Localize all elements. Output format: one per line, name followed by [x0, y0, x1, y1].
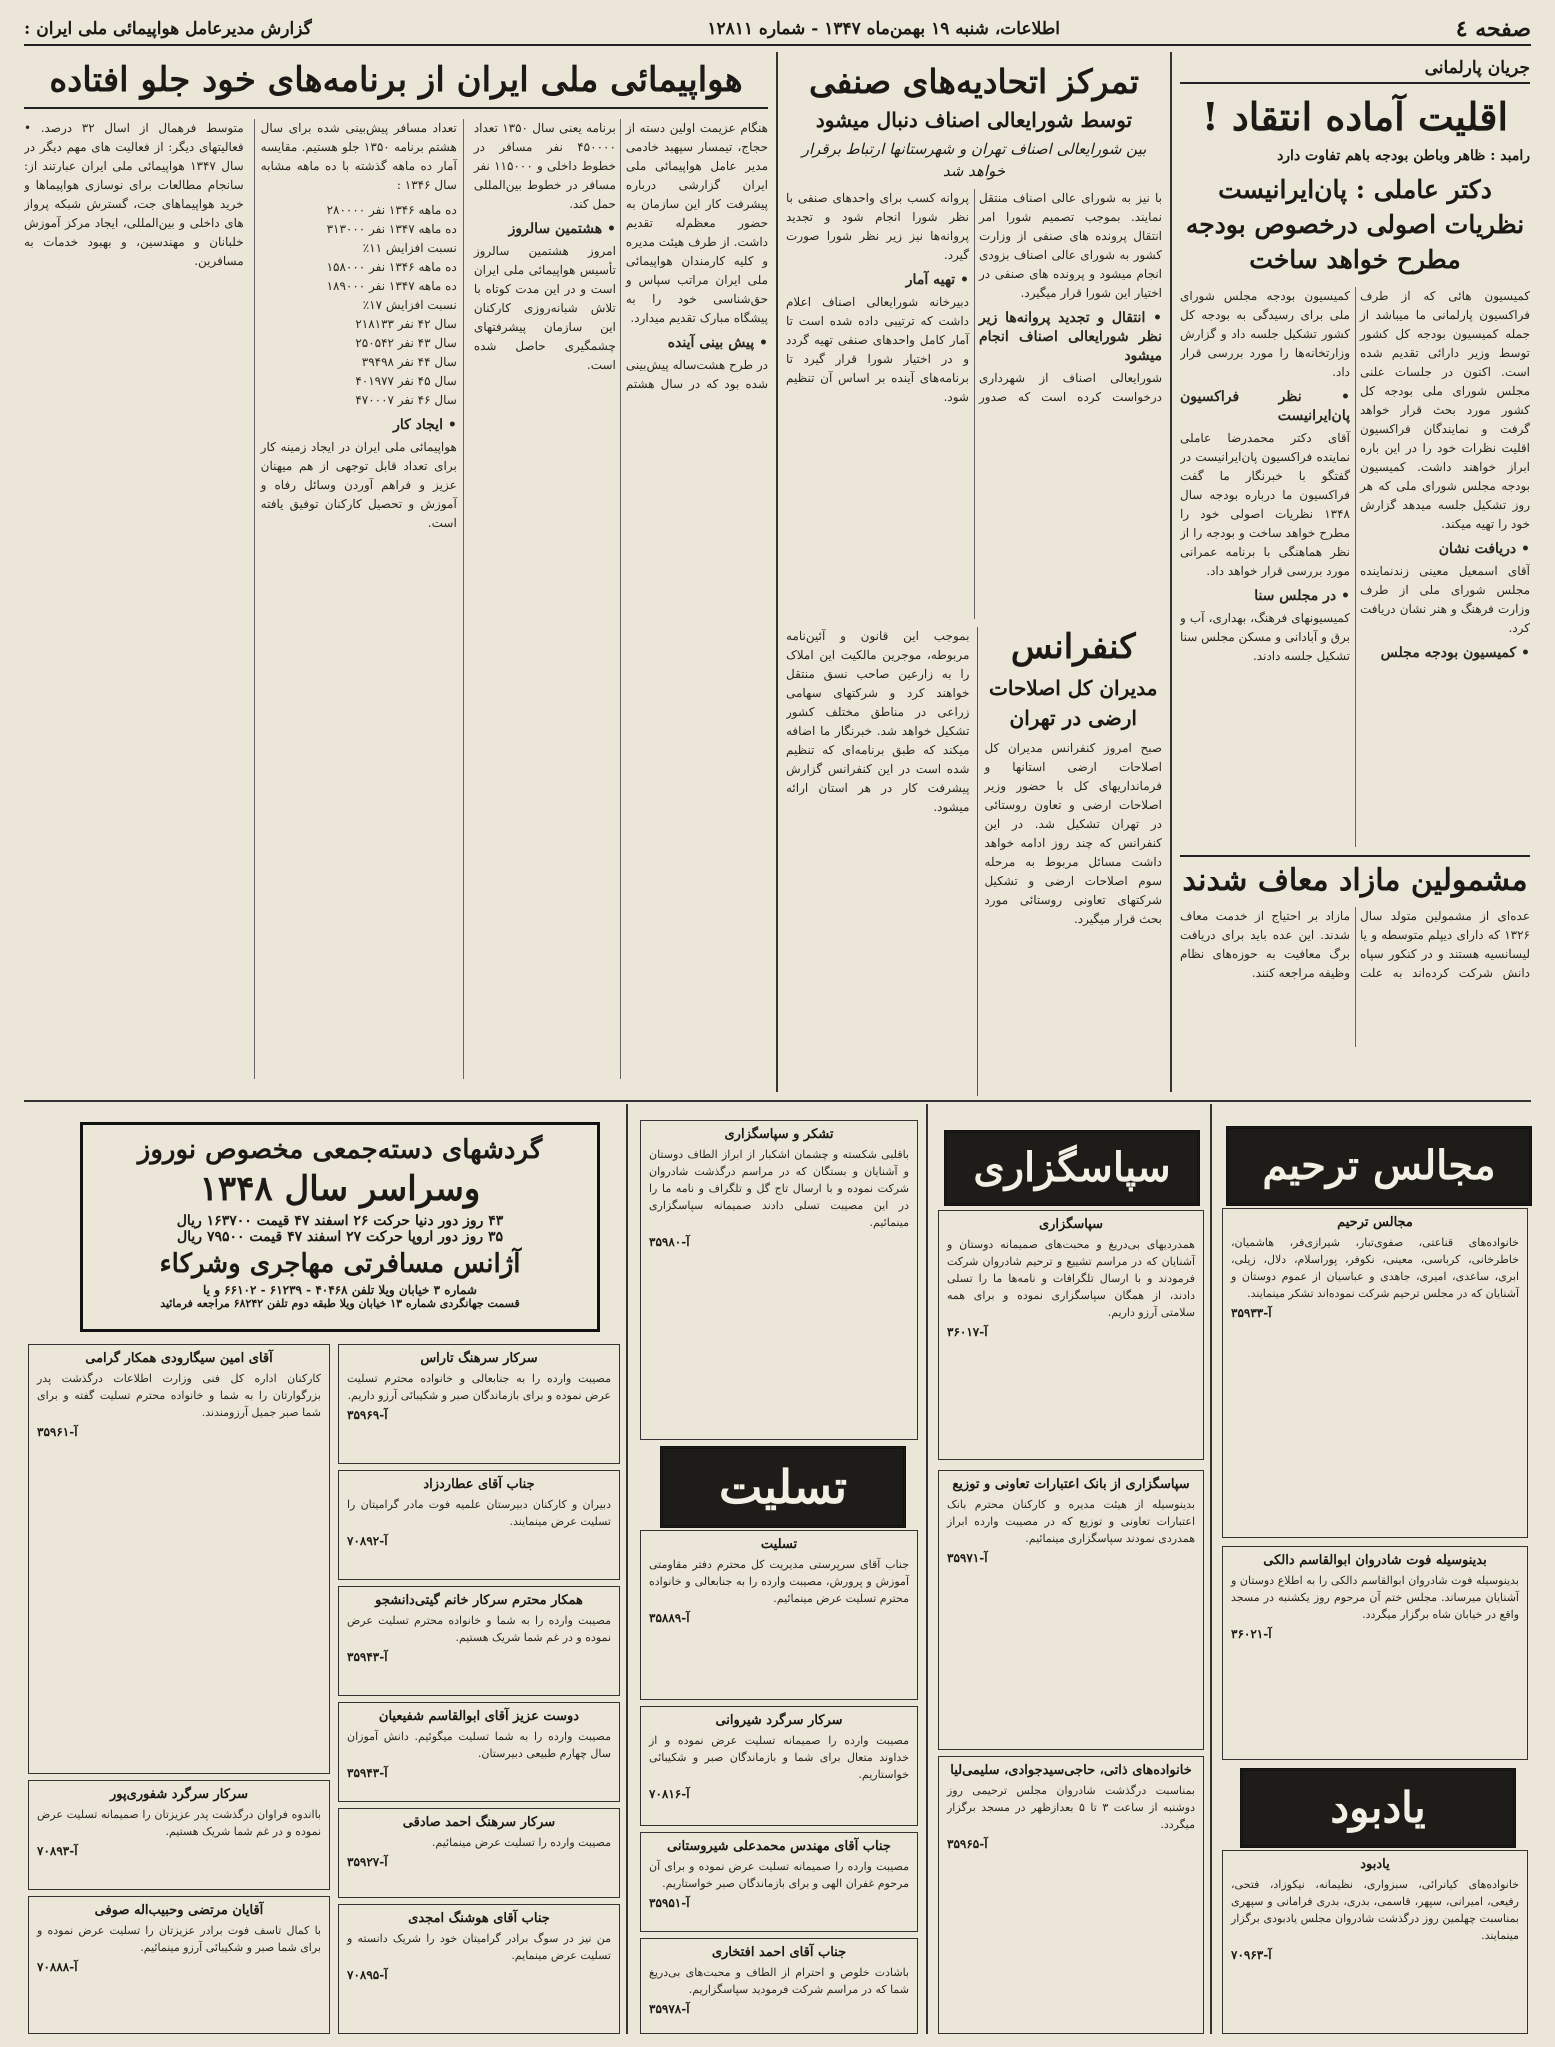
tour-ad-row: ۳۵ روز دور اروپا حرکت ۲۷ اسفند ۴۷ قیمت ۷۹۵۰۰ ریال — [176, 1229, 504, 1245]
draft-headline: مشمولین مازاد معاف شدند — [1182, 862, 1528, 898]
article-paragraph: هنگام عزیمت اولین دسته از حجاج، تیمسار سپهبد خادمی مدیر عامل هواپیمائی ملی ایران گزارشی درباره پیشرفت کار این سازمان به حضور معظم‌له تقدیم داشت. از طرف هیئت مدیره و کلیه کارمندان هواپیمائی ملی ایران مراتب سپاس و حق‌شناسی خود را به پیشگاه مبارک تقدیم میدارد. — [625, 120, 768, 325]
notice-box — [1222, 1546, 1528, 1760]
notice-text: بدینوسیله فوت شادروان ابوالقاسم دالکی را به اطلاع دوستان و آشنایان میرساند. مجلس ختم آن مرحوم روز یکشنبه در مسجد واقع در خیابان شاه برگزار میگردد. — [1231, 1574, 1519, 1621]
column-rule — [776, 52, 778, 1092]
notice-text: من نیز در سوگ برادر گرامیتان خود را شریک دانسته و تسلیت عرض مینمایم. — [347, 1932, 611, 1962]
airline-body-continued — [24, 119, 244, 1079]
column-rule — [1170, 52, 1172, 1092]
airline-column — [24, 56, 768, 1096]
notice-code: آ-۳۵۹۸۰ — [649, 1235, 690, 1249]
notice-title: مجالس ترحیم — [1337, 1215, 1413, 1230]
unions-subdeck: بین شورایعالی اصناف تهران و شهرستانها ارتباط برقرار خواهد شد — [801, 139, 1147, 181]
stat-line: سال ۴۲ نفر ۲۱۸۱۳۳ — [355, 316, 457, 331]
notice-text: بمناسبت درگذشت شادروان مجلس ترحیمی روز دوشنبه از ساعت ۳ تا ۵ بعدازظهر در مسجد برگزار میگردد. — [947, 1784, 1195, 1831]
airline-stats — [254, 119, 464, 1079]
notice-box — [640, 1120, 918, 1440]
subsection-label: • دریافت نشان — [1438, 540, 1530, 557]
notice-text: بدینوسیله از هیئت مدیره و کارکنان محترم بانک اعتبارات تعاونی و توزیع که در مصیبت وارده ابراز همدردی نمودند سپاسگزاری مینمائیم. — [947, 1498, 1195, 1545]
tour-ad-subtitle: وسراسر سال ۱۳۴۸ — [199, 1169, 481, 1209]
article-paragraph: بموجب این قانون و آئین‌نامه مربوطه، موجرین مالکیت این املاک را به زارعین صاحب نسق منتقل خواهند کرد و شرکتهای سهامی زراعی در مناطق مختلف کشور تشکیل خواهد شد. خبرنگار ما اضافه میکند که طبق برنامه‌ای که تنظیم شده است در این کنفرانس گزارش پیشرفت کار در هر استان ارائه میشود. — [786, 628, 970, 814]
notice-code: آ-۳۵۹۲۷ — [347, 1855, 388, 1869]
subsection-label: • تهیه آمار — [905, 271, 969, 288]
notice-title: سرکار سرهنگ تاراس — [420, 1351, 538, 1366]
notice-box — [338, 1586, 620, 1696]
thanks-banner: سپاسگزاری — [944, 1130, 1200, 1206]
notice-box — [640, 1530, 918, 1700]
notice-code: آ-۳۵۹۳۳ — [1231, 1306, 1272, 1320]
article-paragraph: دبیرخانه شورایعالی اصناف اعلام داشت که ترتیبی داده شده است تا آمار کامل واحدهای صنفی تهیه گردد و در اختیار شورا قرار گیرد تا برنامه‌های آینده بر اساس آن تنظیم شود. — [786, 294, 969, 404]
notice-box — [640, 1938, 918, 2034]
article-paragraph: در طرح هشت‌ساله پیش‌بینی شده بود که در سال هشتم برنامه یعنی سال ۱۳۵۰ تعداد ۴۵۰۰۰۰ نفر مسافر در خطوط داخلی و ۱۱۵۰۰۰ نفر مسافر در خطوط بین‌المللی حمل کند. — [473, 120, 768, 391]
unions-deck: توسط شورایعالی اصناف دنبال میشود — [815, 107, 1133, 132]
notice-box — [938, 1210, 1204, 1460]
condolence-banner: تسلیت — [660, 1446, 906, 1528]
parliament-headline: اقلیت آماده انتقاد ! — [1201, 94, 1509, 139]
notice-code: آ-۳۵۹۴۳ — [347, 1650, 388, 1664]
notice-title: سپاسگزاری از بانک اعتبارات تعاونی و توزیع — [952, 1477, 1190, 1492]
subsection-label: • در مجلس سنا — [1254, 587, 1350, 604]
notice-title: جناب آقای هوشنگ امجدی — [408, 1911, 550, 1926]
notice-title: یادبود — [1360, 1857, 1390, 1872]
column-rule — [926, 1104, 928, 2034]
notice-code: آ-۳۵۹۷۸ — [649, 2002, 690, 2016]
notice-box — [28, 1896, 330, 2034]
dateline: اطلاعات، شنبه ۱۹ بهمن‌ماه ۱۳۴۷ - شماره ۱۲۸۱۱ — [707, 19, 1061, 39]
unions-body-continued — [786, 627, 969, 1096]
notice-title: سرکار سرهنگ احمد صادقی — [402, 1815, 556, 1830]
notice-title: تسلیت — [760, 1537, 798, 1552]
article-paragraph: با نیز به شورای عالی اصناف منتقل نمایند. بموجب تصمیم شورا امر انتقال پرونده های صنفی از وزارت کشور به شورای عالی اصناف بزودی انجام میشود و پرونده های صنفی در اختیار این شورا قرار میگیرد. — [979, 190, 1162, 300]
unions-column — [786, 56, 1162, 1096]
notice-title: دوست عزیز آقای ابوالقاسم شفیعیان — [378, 1709, 580, 1724]
subsection-label: • هشتمین سالروز — [508, 220, 616, 237]
unions-body — [786, 189, 1162, 619]
notice-text: مصیبت وارده را به جنابعالی و خانواده محترم تسلیت عرض نموده و برای بازماندگان صبر و شکیبائی آرزو داریم. — [347, 1372, 611, 1402]
article-paragraph: آقای دکتر محمدرضا عاملی نماینده فراکسیون پان‌ایرانیست در گفتگو با خبرنگار ما گفت فراکسیون ما درباره بودجه سال ۱۳۴۸ نظریات اصولی خود را مطرح خواهد ساخت و بودجه را از نظر هماهنگی با برنامه عمرانی مورد بررسی قرار خواهد داد. — [1180, 430, 1350, 578]
notice-title: آقایان مرتضی وحبیب‌اله صوفی — [94, 1903, 264, 1918]
notice-title: همکار محترم سرکار خانم گیتی‌دانشجو — [375, 1593, 583, 1608]
notice-box — [28, 1344, 330, 1774]
stat-line: سال ۴۳ نفر ۲۵۰۵۴۲ — [355, 335, 457, 350]
notice-title: سپاسگزاری — [1038, 1217, 1104, 1232]
subsection-label: • ایجاد کار — [393, 416, 457, 433]
stat-line: سال ۴۵ نفر ۴۰۱۹۷۷ — [355, 373, 457, 388]
notice-box — [1222, 1850, 1528, 2034]
notice-text: خانواده‌های کیانرائی، سبزواری، نظیمانه، نیکوزاد، فتحی، رفیعی، امیرانی، سپهر، قاسمی، بدری، بدری فرامانی و سپهری بمناسبت چهلمین روز درگذشت شادروان مجلس یادبودی برگزار مینمایند. — [1231, 1878, 1519, 1942]
column-rule — [626, 1104, 628, 2034]
notice-text: با کمال تاسف فوت برادر عزیزتان را تسلیت عرض نموده و برای شما صبر و شکیبائی آرزو مینمائیم. — [37, 1924, 321, 1954]
subsection-label: • انتقال و تجدید پروانه‌ها زیر نظر شورایعالی اصناف انجام میشود — [979, 309, 1162, 364]
notice-title: خانواده‌های ذاتی، حاجی‌سیدجوادی، سلیمی‌لیا — [950, 1763, 1192, 1778]
notice-title: جناب آقای احمد افتخاری — [711, 1945, 847, 1960]
tour-advertisement — [80, 1122, 600, 1332]
tour-ad-row: ۴۳ روز دور دنیا حرکت ۲۶ اسفند ۴۷ قیمت ۱۶۳۷۰۰ ریال — [176, 1213, 504, 1229]
subsection-label: • نظر فراکسیون پان‌ایرانیست — [1180, 388, 1350, 424]
notice-code: آ-۳۵۸۸۹ — [649, 1611, 690, 1625]
mourning-banner: مجالس ترحیم — [1226, 1126, 1532, 1206]
notice-text: مصیبت وارده را صمیمانه تسلیت عرض نموده و از خداوند متعال برای شما و بازماندگان صبر و شکیبائی خواستاریم. — [649, 1734, 909, 1781]
notice-box — [338, 1702, 620, 1802]
masthead — [24, 14, 1531, 46]
section-label: جریان پارلمانی — [1180, 58, 1530, 84]
tour-agency-name: آژانس مسافرتی مهاجری وشرکاء — [159, 1249, 521, 1279]
notice-title: جناب آقای عطاردزاد — [423, 1477, 535, 1492]
draft-body — [1180, 907, 1530, 1047]
notice-text: کارکنان اداره کل فنی وزارت اطلاعات درگذشت پدر بزرگوارتان را به شما و خانواده محترم تسلیت گفته و برای شما صبر جمیل آرزومندند. — [37, 1372, 321, 1419]
article-paragraph: کمیسیونهای فرهنگ، بهداری، آب و برق و آبادانی و مسکن مجلس سنا تشکیل جلسه دادند. — [1180, 610, 1350, 663]
stat-line: سال ۴۴ نفر ۳۹۴۹۸ — [361, 354, 457, 369]
article-paragraph: عده‌ای از مشمولین متولد سال ۱۳۲۶ که دارای دیپلم متوسطه و یا لیسانسیه هستند و در کنکور سپاه دانش شرکت کرده‌اند به علت مازاد بر احتیاج از خدمت معاف شدند. این عده باید برای دریافت برگ معافیت به حوزه‌های نظام وظیفه مراجعه کنند. — [1180, 908, 1530, 980]
subsection-label: • کمیسیون بودجه مجلس — [1380, 644, 1530, 661]
article-paragraph: امروز هشتمین سالروز تأسیس هواپیمائی ملی ایران است و در این مدت کوتاه با تلاش شبانه‌روزی کارکنان این سازمان پیشرفتهای چشمگیری حاصل شده است. — [473, 243, 616, 372]
notice-box — [640, 1832, 918, 1932]
notice-code: آ-۳۵۹۷۱ — [947, 1551, 988, 1565]
notice-text: همدردیهای بی‌دریغ و محبت‌های صمیمانه دوستان و آشنایان که در مراسم تشییع و ترحیم شادروان شرکت فرمودند و با ارسال تلگرافات و نامه‌ها ما را تسلی دادند، از همگان سپاسگزاری نموده و برای همه سلامتی آرزو داریم. — [947, 1238, 1195, 1319]
notice-code: آ-۷۰۹۶۳ — [1231, 1948, 1272, 1962]
conference-body — [984, 739, 1162, 1069]
notice-code: آ-۷۰۸۹۳ — [37, 1844, 78, 1858]
notice-text: مصیبت وارده را به شما تسلیت میگوئیم. دانش آموزان سال چهارم طبیعی دبیرستان. — [347, 1730, 611, 1760]
notice-code: آ-۷۰۸۸۸ — [37, 1960, 78, 1974]
stat-line: ده ماهه ۱۳۴۶ نفر ۱۵۸۰۰۰ — [326, 259, 457, 274]
article-paragraph: کمیسیون هائی که از طرف فراکسیون پارلمانی ما میباشد از جمله کمیسیون بودجه کل کشور توسط وزیر دارائی تقدیم شده است. اکنون در جلسات علنی مجلس شورای ملی بودجه کل کشور مورد بحث قرار خواهد گرفت و نمایندگان فراکسیون اقلیت نظرات خود را در این باره ابراز خواهند داشت. کمیسیون بودجه مجلس شورای ملی که هر روز تشکیل جلسه میدهد گزارش خود را تهیه میکند. — [1360, 288, 1530, 531]
section-divider — [24, 1100, 1531, 1102]
stat-line: نسبت افزایش ۱۷٪ — [362, 297, 457, 312]
stat-line: ده ماهه ۱۳۴۷ نفر ۱۸۹۰۰۰ — [326, 278, 457, 293]
notice-text: مصیبت وارده را به شما و خانواده محترم تسلیت عرض نموده و در غم شما شریک هستیم. — [347, 1614, 611, 1644]
notice-code: آ-۳۵۹۶۵ — [947, 1837, 988, 1851]
notice-text: مصیبت وارده را صمیمانه تسلیت عرض نموده و برای آن مرحوم غفران الهی و برای بازماندگان صبر خواستاریم. — [649, 1860, 909, 1890]
stat-line: ده ماهه ۱۳۴۶ نفر ۲۸۰۰۰۰ — [326, 202, 457, 217]
notice-code: آ-۷۰۸۹۵ — [347, 1968, 388, 1982]
notice-box — [338, 1470, 620, 1580]
stat-line: ده ماهه ۱۳۴۷ نفر ۳۱۳۰۰۰ — [326, 221, 457, 236]
notice-code: آ-۳۵۹۵۱ — [649, 1896, 690, 1910]
article-paragraph: آقای اسمعیل معینی زندنماینده مجلس شورای ملی از طرف وزارت فرهنگ و هنر نشان دریافت کرد. — [1360, 563, 1530, 635]
notice-title: جناب آقای مهندس محمدعلی شیروستانی — [667, 1839, 891, 1854]
notice-text: مصیبت وارده را تسلیت عرض مینمائیم. — [431, 1836, 611, 1849]
notice-code: آ-۳۵۹۶۱ — [37, 1425, 78, 1439]
notice-box — [338, 1344, 620, 1464]
article-paragraph: هواپیمائی ملی ایران در ایجاد زمینه کار برای تعداد قابل توجهی از هم میهنان عزیز و فراهم آوردن وسائل رفاه و آموزش و تحصیل کارکنان توفیق یافته است. — [260, 439, 457, 530]
notice-code: آ-۳۶۰۲۱ — [1231, 1627, 1272, 1641]
notice-box — [640, 1706, 918, 1826]
notice-code: آ-۷۰۸۹۲ — [347, 1534, 388, 1548]
conference-deck: مدیران کل اصلاحات ارضی در تهران — [989, 676, 1158, 731]
notice-text: باشادت خلوص و احترام از الطاف و محبت‌های بی‌دریغ شما که در مراسم شرکت فرمودید سپاسگزاریم. — [649, 1966, 909, 1996]
notice-text: دبیران و کارکنان دبیرستان علمیه فوت مادر گرامیتان را تسلیت عرض مینمایند. — [347, 1498, 611, 1528]
parliament-column — [1180, 56, 1530, 1096]
unions-headline: تمرکز اتحادیه‌های صنفی — [808, 62, 1140, 101]
notice-title: سرکار سرگرد شیروانی — [715, 1713, 843, 1728]
article-paragraph: تعداد مسافر پیش‌بینی شده برای سال هشتم برنامه ۱۳۵۰ جلو هستیم. مقایسه آمار ده ماهه گذشته با ده ماهه مشابه سال ۱۳۴۶ : — [260, 120, 457, 192]
notice-title: آقای امین سیگارودی همکار گرامی — [85, 1351, 273, 1366]
parliament-subhead: دکتر عاملی : پان‌ایرانیست نظریات اصولی درخصوص بودجه مطرح خواهد ساخت — [1185, 174, 1525, 274]
notice-box — [28, 1780, 330, 1890]
notice-text: بااندوه فراوان درگذشت پدر عزیزتان را صمیمانه تسلیت عرض نموده و در غم شما شریک هستیم. — [37, 1808, 321, 1838]
airline-headline: هواپیمائی ملی ایران از برنامه‌های خود جلو افتاده — [24, 60, 768, 109]
parliament-body — [1180, 287, 1530, 847]
article-paragraph: کمیسیون بودجه مجلس شورای ملی برای رسیدگی به بودجه کل کشور تشکیل جلسه داد و گزارش وزارتخانه‌ها را مورد بررسی قرار داد. — [1180, 288, 1350, 379]
article-paragraph: شورایعالی اصناف از شهرداری درخواست کرده است که صدور پروانه کسب برای واحدهای صنفی با نظر شورا انجام شود و تجدید پروانه‌ها نیز زیر نظر شورا صورت گیرد. — [786, 190, 1162, 404]
tour-address: قسمت جهانگردی شماره ۱۳ خیابان ویلا طبقه دوم تلفن ۶۸۲۴۲ مراجعه فرمائید — [160, 1297, 520, 1310]
page-number: صفحه ٤ — [1455, 16, 1531, 42]
memorial-banner: یادبود — [1240, 1768, 1516, 1848]
notice-code: آ-۳۵۹۶۹ — [347, 1408, 388, 1422]
stat-line: نسبت افزایش ۱۱٪ — [362, 240, 457, 255]
notice-code: آ-۳۶۰۱۷ — [947, 1325, 988, 1339]
notice-title: بدینوسیله فوت شادروان ابوالقاسم دالکی — [1263, 1553, 1487, 1568]
notice-box — [938, 1470, 1204, 1750]
notice-code: آ-۷۰۸۱۶ — [649, 1787, 690, 1801]
tour-ad-title: گردشهای دسته‌جمعی مخصوص نوروز — [137, 1135, 543, 1165]
notice-box — [938, 1756, 1204, 2034]
conference-title: کنفرانس — [1010, 626, 1136, 667]
notice-code: آ-۳۵۹۴۳ — [347, 1766, 388, 1780]
subsection-label: • پیش بینی آینده — [667, 334, 768, 351]
report-kicker: گزارش مدیرعامل هواپیمائی ملی ایران : — [24, 19, 312, 39]
airline-body — [474, 119, 768, 1079]
notice-box — [1222, 1208, 1528, 1538]
notice-text: جناب آقای سرپرستی مدیریت کل محترم دفتر مقاومتی آموزش و پرورش، مصیبت وارده را به جنابعالی و خانواده محترم تسلیت عرض مینمائیم. — [649, 1558, 909, 1605]
stat-line: سال ۴۶ نفر ۴۷۰۰۰۷ — [355, 392, 457, 407]
tour-address: شماره ۳ خیابان ویلا تلفن ۴۰۴۶۸ - ۶۱۲۳۹ - ۶۶۱۰۲ و یا — [203, 1283, 477, 1297]
article-paragraph: متوسط فرهمال از اسال ۳۲ درصد. • فعالیتهای دیگر: از فعالیت های مهم دیگر در سال ۱۳۴۷ هواپیمائی ملی ایران عبارتند از: سانجام مطالعات برای نوسازی هواپیماها و خرید هواپیماهای جت، گسترش شبکه پرواز های داخلی و بین‌المللی، ایجاد مرکز آموزش خلبانان و مهندسین، و بهبود خدمات به مسافرین. — [24, 120, 244, 268]
article-paragraph: صبح امروز کنفرانس مدیران کل اصلاحات ارضی استانها و فرمانداریهای کل با حضور وزیر اصلاحات ارضی و تعاون روستائی در تهران تشکیل شد. در این کنفرانس که چند روز ادامه خواهد داشت مسائل مربوط به مرحله سوم اصلاحات ارضی و تشکیل شرکتهای تعاونی روستائی مورد بحث قرار میگیرد. — [984, 741, 1162, 927]
notice-title: تشکر و سپاسگزاری — [724, 1127, 834, 1142]
notice-text: خانواده‌های قناعتی، صفوی‌تبار، شیرازی‌فر، هاشمیان، خاطرخانی، کرباسی، معینی، نکوفر، پوراسلام، دلال، زیلی، ابری، ساعدی، امیری، جاهدی و عباسیان از عموم دوستان و آشنایان که در مجلس ترحیم شرکت نموده‌اند تشکر مینمایند. — [1231, 1236, 1519, 1300]
notice-title: سرکار سرگرد شفوری‌پور — [109, 1787, 248, 1802]
column-rule — [1210, 1104, 1212, 2034]
notice-text: باقلبی شکسته و چشمان اشکبار از ابراز الطاف دوستان و آشنایان و بستگان که در مراسم درگذشت شادروان شرکت نموده و با ارسال تاج گل و تلگراف و نامه ما را در این مصیبت تسلی دادند صمیمانه سپاسگزاری مینمائیم. — [649, 1148, 909, 1229]
notice-box — [338, 1808, 620, 1898]
parliament-deck: رامبد : ظاهر وباطن بودجه باهم تفاوت دارد — [1277, 147, 1530, 164]
notice-box — [338, 1904, 620, 2034]
